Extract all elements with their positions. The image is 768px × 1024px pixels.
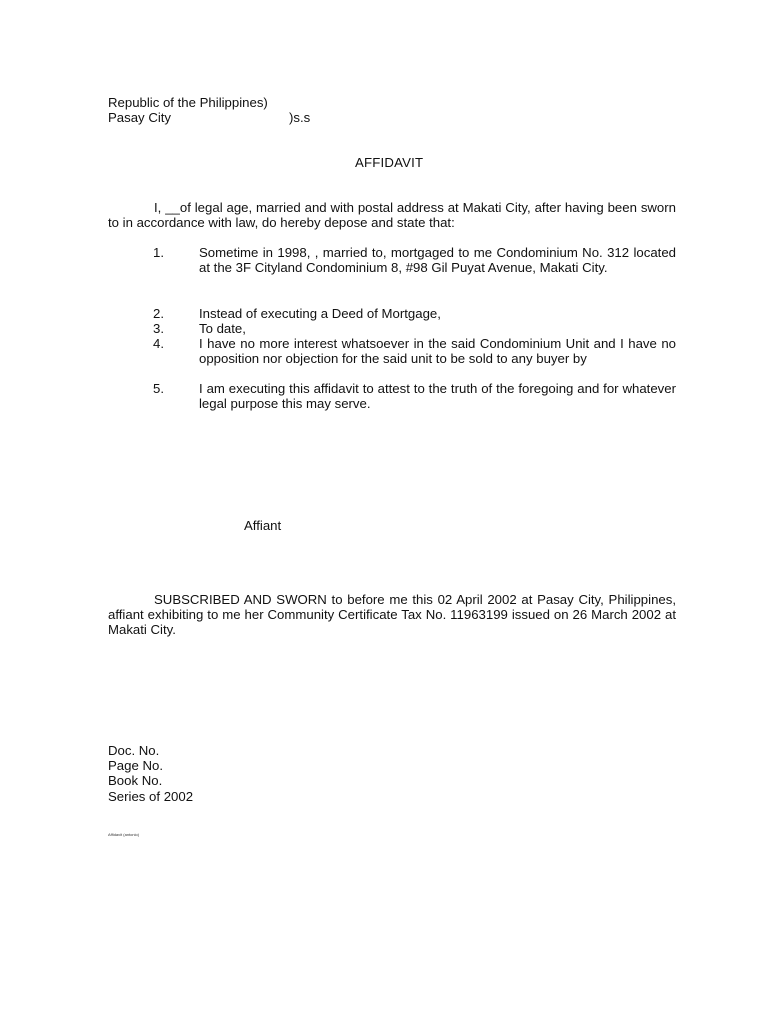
affiant-label: Affiant [244,518,282,533]
intro-paragraph: I, __of legal age, married and with postal address at Makati City, after having been sworn to in accordance with law, do hereby depose and state that: [108,200,676,230]
jurat-paragraph: SUBSCRIBED AND SWORN to before me this 02 April 2002 at Pasay City, Philippines, affiant exhibiting to me her Community Certificate Tax No. 11963199 issued on 26 March 2002 at Makati City. [108,592,676,637]
venue-country: Republic of the Philippines) [108,95,268,110]
venue-ss: )s.s [289,110,311,125]
list-item-number: 5. [153,381,164,396]
series-label: Series of 2002 [108,789,194,804]
list-item-number: 4. [153,336,164,351]
list-item-number: 1. [153,245,164,260]
document-title: AFFIDAVIT [355,155,424,170]
list-item-text: I am executing this affidavit to attest to the truth of the foregoing and for whatever legal purpose this may serve. [199,381,676,411]
list-item-text: I have no more interest whatsoever in the said Condominium Unit and I have no opposition nor objection for the said unit to be sold to any buyer by [199,336,676,366]
book-no-label: Book No. [108,773,163,788]
list-item-number: 3. [153,321,164,336]
page-no-label: Page No. [108,758,163,773]
doc-no-label: Doc. No. [108,743,160,758]
list-item-text: Instead of executing a Deed of Mortgage, [199,306,441,321]
footer-reference: Affidavit (antonio) [108,832,140,837]
list-item-text: To date, [199,321,246,336]
venue-city: Pasay City [108,110,172,125]
list-item-text: Sometime in 1998, , married to, mortgaged to me Condominium No. 312 located at the 3F Cityland Condominium 8, #98 Gil Puyat Avenue, Makati City. [199,245,676,275]
list-item-number: 2. [153,306,164,321]
